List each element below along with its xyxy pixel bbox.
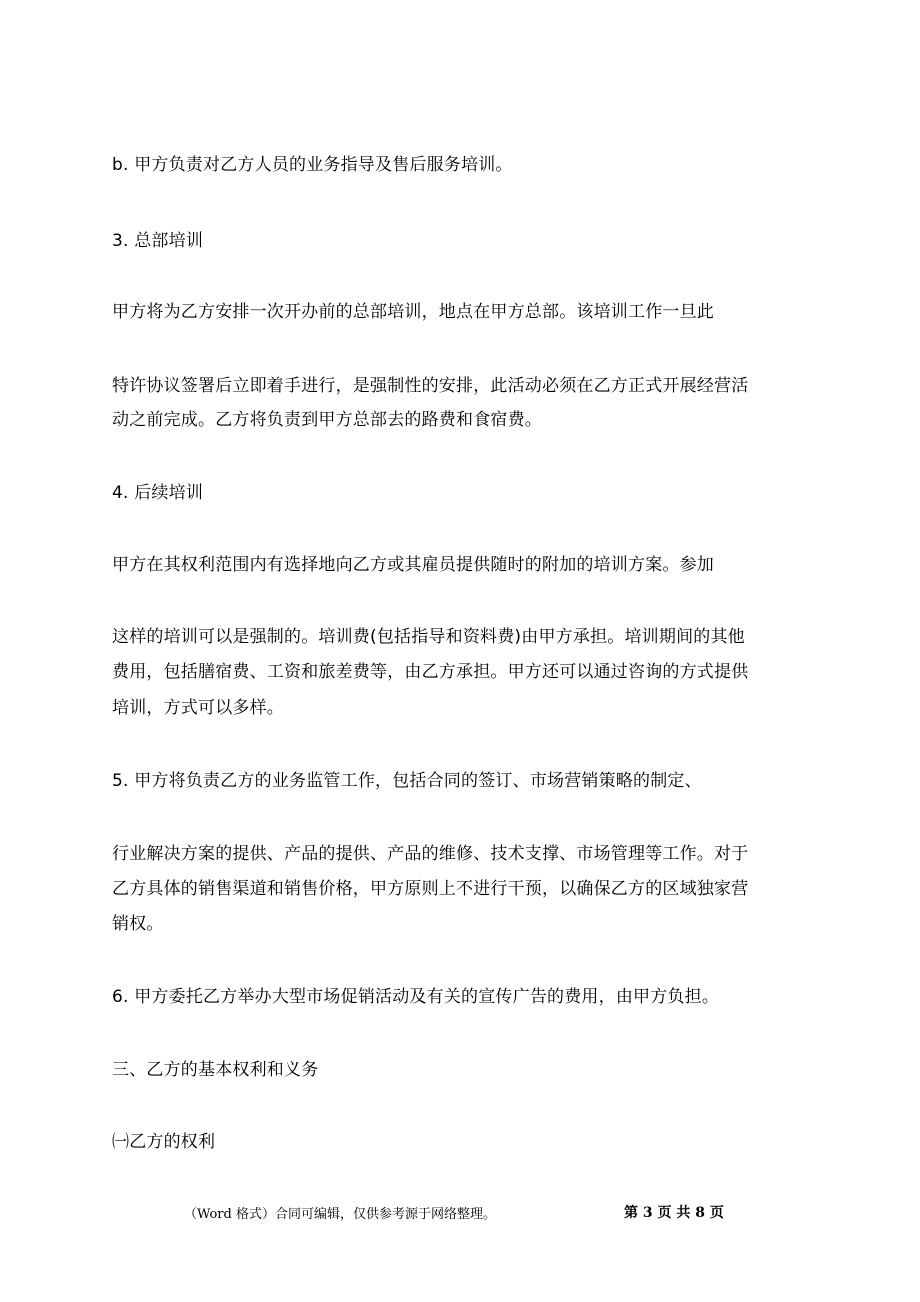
subsection-heading-party-b-rights: ㈠乙方的权利 <box>112 1132 216 1152</box>
paragraph-supervision-line-2: 行业解决方案的提供、产品的提供、产品的维修、技术支撑、市场管理等工作。对于 <box>112 844 749 864</box>
paragraph-headquarters-line-3: 动之前完成。乙方将负责到甲方总部去的路费和食宿费。 <box>112 410 542 430</box>
paragraph-followup-line-2: 这样的培训可以是强制的。培训费(包括指导和资料费)由甲方承担。培训期间的其他 <box>112 627 745 647</box>
paragraph-supervision-line-1: 5. 甲方将负责乙方的业务监管工作，包括合同的签订、市场营销策略的制定、 <box>112 771 702 791</box>
paragraph-followup-line-1: 甲方在其权利范围内有选择地向乙方或其雇员提供随时的附加的培训方案。参加 <box>112 555 714 575</box>
footer-note: （Word 格式）合同可编辑，仅供参考源于网络整理。 <box>184 1207 496 1222</box>
heading-headquarters-training: 3. 总部培训 <box>112 231 204 251</box>
paragraph-headquarters-line-2: 特许协议签署后立即着手进行，是强制性的安排，此活动必须在乙方正式开展经营活 <box>112 376 749 396</box>
paragraph-supervision-line-4: 销权。 <box>112 914 164 934</box>
section-heading-party-b-rights-duties: 三、乙方的基本权利和义务 <box>112 1060 319 1080</box>
paragraph-promotion: 6. 甲方委托乙方举办大型市场促销活动及有关的宣传广告的费用，由甲方负担。 <box>112 987 720 1007</box>
paragraph-b-training: b. 甲方负责对乙方人员的业务指导及售后服务培训。 <box>112 155 513 175</box>
paragraph-headquarters-line-1: 甲方将为乙方安排一次开办前的总部培训，地点在甲方总部。该培训工作一旦此 <box>112 302 714 322</box>
paragraph-followup-line-3: 费用，包括膳宿费、工资和旅差费等，由乙方承担。甲方还可以通过咨询的方式提供 <box>112 662 749 682</box>
footer-page-number: 第 3 页 共 8 页 <box>624 1205 724 1221</box>
paragraph-followup-line-4: 培训，方式可以多样。 <box>112 698 284 718</box>
heading-followup-training: 4. 后续培训 <box>112 483 204 503</box>
paragraph-supervision-line-3: 乙方具体的销售渠道和销售价格，甲方原则上不进行干预，以确保乙方的区域独家营 <box>112 879 749 899</box>
